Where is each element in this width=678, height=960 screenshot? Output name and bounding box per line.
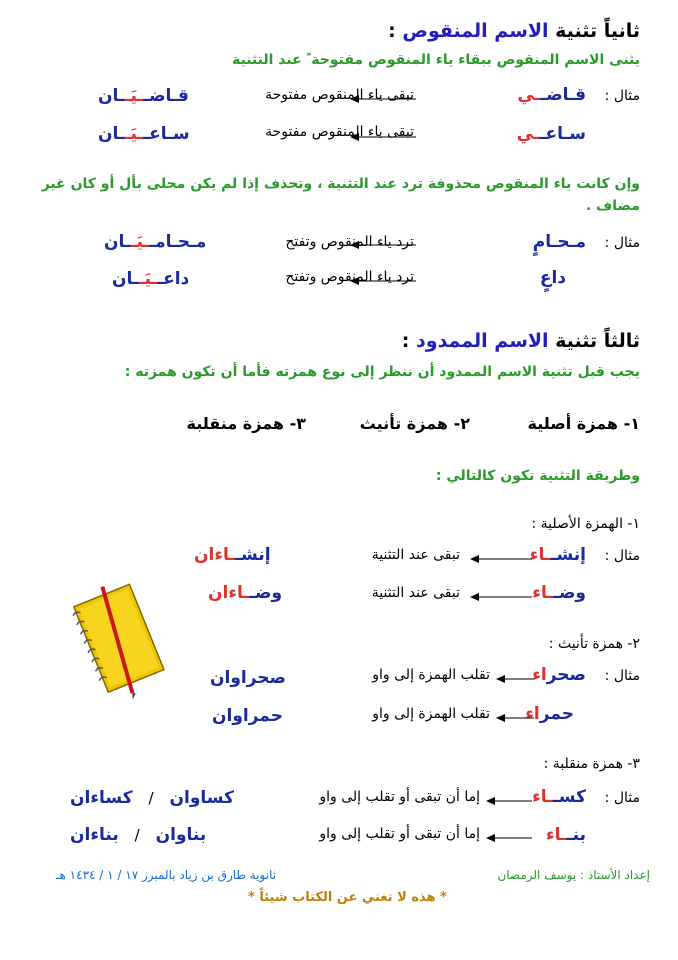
word-source [546, 825, 586, 845]
rule-text: يجب قبل تثنية الاسم الممدود أن ننظر إلى نوع همزته فأما أن تكون همزته : [124, 364, 640, 380]
word-part: صحر [546, 665, 586, 685]
subsection-heading: ١- الهمزة الأصلية : [531, 516, 640, 532]
rule-result: تقلب الهمزة إلى واو [372, 667, 490, 683]
word-part: إنشـ [235, 545, 271, 565]
word-dual [98, 124, 190, 144]
word-dual [70, 788, 234, 808]
word-source [532, 583, 586, 603]
left-arrow-icon [496, 712, 534, 724]
notebook-pencil-icon [72, 582, 168, 700]
word-part: ـان [112, 269, 139, 289]
rule-text: يثنى الاسم المنقوص ببقاء ياء المنقوص مفتوحة ً عند التثنية [231, 52, 640, 68]
word-part: ـان [98, 86, 125, 106]
word-dual [212, 706, 283, 726]
word-part: ـي [517, 85, 541, 105]
rule-result: تبقى ياء المنقوص مفتوحة [265, 87, 414, 103]
word-source [530, 545, 586, 565]
word-part: مـحـامـ [149, 232, 207, 252]
rule-result: ترد ياء المنقوص وتفتح [285, 234, 414, 250]
heading-part: : [401, 330, 417, 352]
left-arrow-icon [470, 553, 532, 565]
rule-result: تبقى ياء المنقوص مفتوحة [265, 124, 414, 140]
example-label: مثال : [604, 668, 640, 684]
word-part: ـاءان [194, 545, 236, 565]
word-part: قـاضـ [540, 85, 586, 105]
rule-text: مضاف . [585, 198, 640, 214]
word-part: اء [532, 665, 547, 685]
word-part: ـيَـ [130, 232, 150, 252]
word-source [517, 85, 586, 105]
word-part: ـان [98, 124, 125, 144]
example-label: مثال : [604, 88, 640, 104]
heading-highlight: الاسم الممدود [416, 330, 549, 352]
section-heading [388, 20, 640, 42]
word-dual [208, 583, 282, 603]
heading-part: ثانياً تثنية [548, 20, 640, 42]
word-part: بنـ [566, 825, 586, 845]
word-part: ـاء [532, 787, 553, 807]
word-part: حمراوان [212, 706, 283, 726]
word-source [540, 268, 566, 288]
word-source [533, 232, 586, 252]
word-part: ـيَـ [124, 124, 144, 144]
rule-text: وإن كانت ياء المنقوص محذوفة ترد عند التثنية ، وتحذف إذا لم يكن محلى بأل أو كان غير [41, 176, 640, 192]
word-dual [210, 668, 286, 688]
word-source [532, 665, 586, 685]
heading-part: ثالثاً تثنية [548, 330, 640, 352]
example-label: مثال : [604, 235, 640, 251]
left-arrow-icon [470, 591, 532, 603]
word-part: ـان [104, 232, 131, 252]
word-part: ـاءان [208, 583, 250, 603]
rule-result: إما أن تبقى أو تقلب إلى واو [319, 826, 480, 842]
word-part: ـاء [529, 545, 551, 565]
subsection-heading: ٣- همزة منقلبة : [543, 756, 640, 772]
footer-note: * هذه لا تغني عن الكتاب شيئاً * [248, 890, 447, 905]
word-part: سـاعـ [143, 124, 190, 144]
word-part: وضـ [249, 583, 283, 603]
word-part: وضـ [553, 583, 586, 603]
word-part: ـاء [532, 583, 554, 603]
word-part: كسـ [553, 787, 586, 807]
method-heading: وطريقة التثنية تكون كالتالي : [435, 468, 640, 484]
word-part: مـحـامٍ [532, 232, 586, 252]
hamza-type-1: ١- همزة أصلية [527, 414, 640, 433]
word-part: ـيَـ [124, 86, 144, 106]
hamza-type-3: ٣- همزة منقلبة [186, 414, 306, 433]
word-part: حمر [539, 704, 574, 724]
word-source [532, 787, 586, 807]
left-arrow-icon [496, 673, 534, 685]
separator: / [134, 826, 140, 844]
hamza-type-2: ٢- همزة تأنيث [359, 414, 470, 433]
example-label: مثال : [604, 548, 640, 564]
heading-highlight: الاسم المنقوص [402, 20, 549, 42]
separator: / [148, 789, 154, 807]
word-part: بناءان [70, 825, 119, 845]
rule-result: تبقى عند التثنية [371, 547, 460, 563]
word-part: داعـ [157, 269, 190, 289]
word-part: كساءان [70, 788, 133, 808]
word-part: قـاضـ [143, 86, 189, 106]
rule-result: تبقى عند التثنية [371, 585, 460, 601]
rule-result: ترد ياء المنقوص وتفتح [285, 269, 414, 285]
word-source [517, 124, 586, 144]
word-part: اء [525, 704, 540, 724]
word-part: كساوان [169, 788, 234, 808]
word-part: سـاعـ [539, 124, 586, 144]
word-part: ـي [516, 124, 540, 144]
school-date: ثانوية طارق بن زياد بالمبرز ١٧ / ١ / ١٤٣٤ هـ [56, 868, 277, 882]
heading-part: : [388, 20, 403, 42]
rule-result: إما أن تبقى أو تقلب إلى واو [319, 789, 480, 805]
word-part: ـاء [545, 825, 567, 845]
prepared-by: إعداد الأستاذ : يوسف الرمضان [497, 868, 650, 882]
left-arrow-icon [486, 832, 532, 844]
subsection-heading: ٢- همزة تأنيث : [548, 636, 640, 652]
word-dual [112, 269, 189, 289]
word-part: إنشـ [550, 545, 586, 565]
word-dual [194, 545, 271, 565]
left-arrow-icon [486, 795, 532, 807]
word-part: داعٍ [539, 268, 566, 288]
section-heading [402, 330, 640, 352]
example-label: مثال : [604, 790, 640, 806]
word-part: صحراوان [210, 668, 286, 688]
word-part: ـيَـ [138, 269, 158, 289]
word-dual [70, 825, 206, 845]
word-dual [98, 86, 189, 106]
word-dual [104, 232, 206, 252]
rule-result: تقلب الهمزة إلى واو [372, 706, 490, 722]
word-part: بناوان [155, 825, 207, 845]
